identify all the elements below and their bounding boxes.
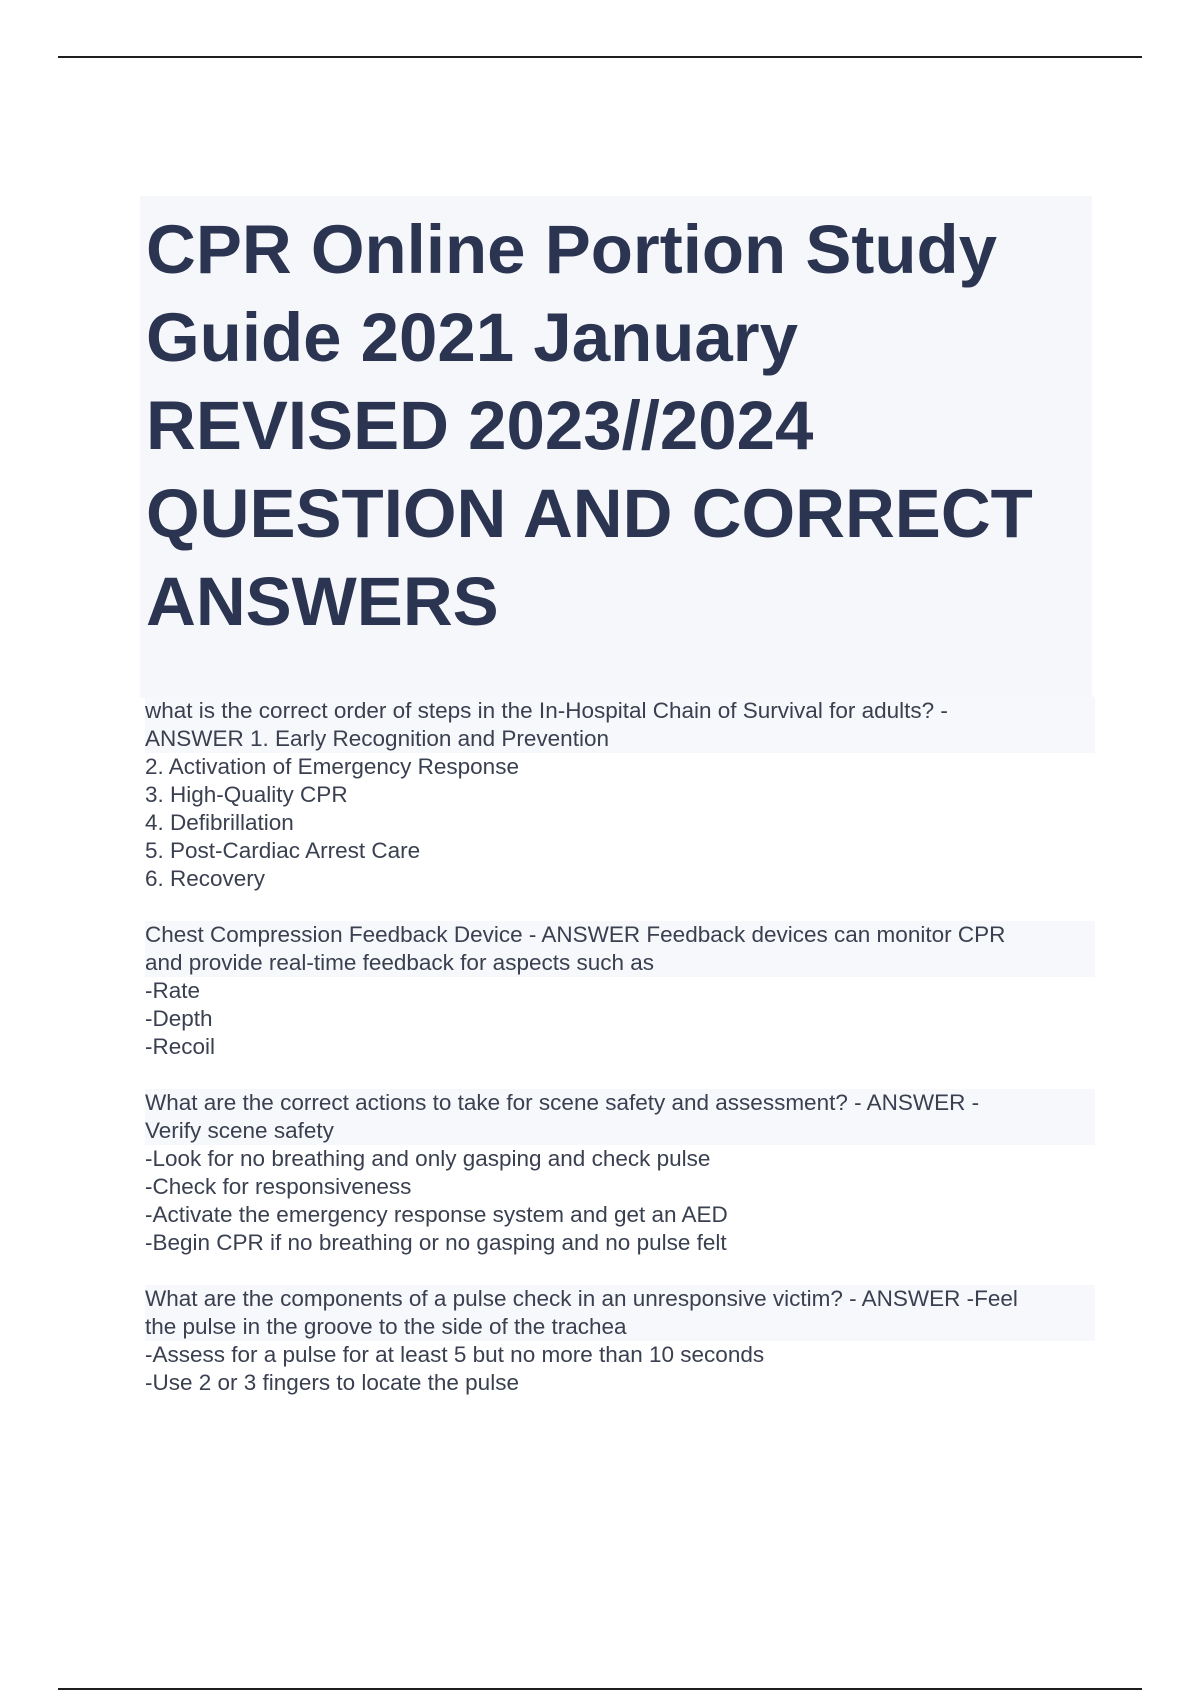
qa-item-pulse-check: [145, 1285, 1095, 1397]
qa-item-feedback-device: [145, 921, 1095, 1061]
qa-text-line: and provide real-time feedback for aspects such as: [145, 949, 1095, 977]
title-line: REVISED 2023//2024: [146, 387, 814, 464]
qa-text-line: 2. Activation of Emergency Response: [145, 754, 519, 779]
qa-text-line: 6. Recovery: [145, 866, 266, 891]
bottom-rule: [58, 1688, 1142, 1690]
qa-text-line: What are the correct actions to take for scene safety and assessment? - ANSWER -: [145, 1089, 1095, 1117]
top-rule: [58, 56, 1142, 58]
qa-text-line: -Begin CPR if no breathing or no gasping and no pulse felt: [145, 1230, 727, 1255]
qa-text-line: Verify scene safety: [145, 1117, 1095, 1145]
qa-item-chain-of-survival: [145, 697, 1095, 893]
title-line: QUESTION AND CORRECT: [146, 475, 1033, 552]
qa-text-line: -Assess for a pulse for at least 5 but no more than 10 seconds: [145, 1342, 765, 1367]
title-line: Guide 2021 January: [146, 299, 798, 376]
title-line: ANSWERS: [146, 563, 499, 640]
qa-text-line: -Recoil: [145, 1034, 216, 1059]
qa-text-line: -Activate the emergency response system and get an AED: [145, 1202, 728, 1227]
qa-item-scene-safety: [145, 1089, 1095, 1257]
qa-text-line: -Check for responsiveness: [145, 1174, 412, 1199]
qa-text-line: -Rate: [145, 978, 201, 1003]
title-line: CPR Online Portion Study: [146, 211, 998, 288]
qa-text-line: 5. Post-Cardiac Arrest Care: [145, 838, 421, 863]
qa-text-line: -Depth: [145, 1006, 213, 1031]
qa-list: [145, 697, 1095, 1425]
qa-text-line: -Look for no breathing and only gasping and check pulse: [145, 1146, 711, 1171]
qa-text-line: What are the components of a pulse check in an unresponsive victim? - ANSWER -Feel: [145, 1285, 1095, 1313]
qa-text-line: the pulse in the groove to the side of the trachea: [145, 1313, 1095, 1341]
qa-text-line: 4. Defibrillation: [145, 810, 294, 835]
qa-text-line: ANSWER 1. Early Recognition and Prevention: [145, 725, 1095, 753]
qa-text-line: -Use 2 or 3 fingers to locate the pulse: [145, 1370, 519, 1395]
qa-text-line: Chest Compression Feedback Device - ANSWER Feedback devices can monitor CPR: [145, 921, 1095, 949]
document-title: [140, 196, 1092, 698]
qa-text-line: what is the correct order of steps in the In-Hospital Chain of Survival for adults? -: [145, 697, 1095, 725]
qa-text-line: 3. High-Quality CPR: [145, 782, 348, 807]
